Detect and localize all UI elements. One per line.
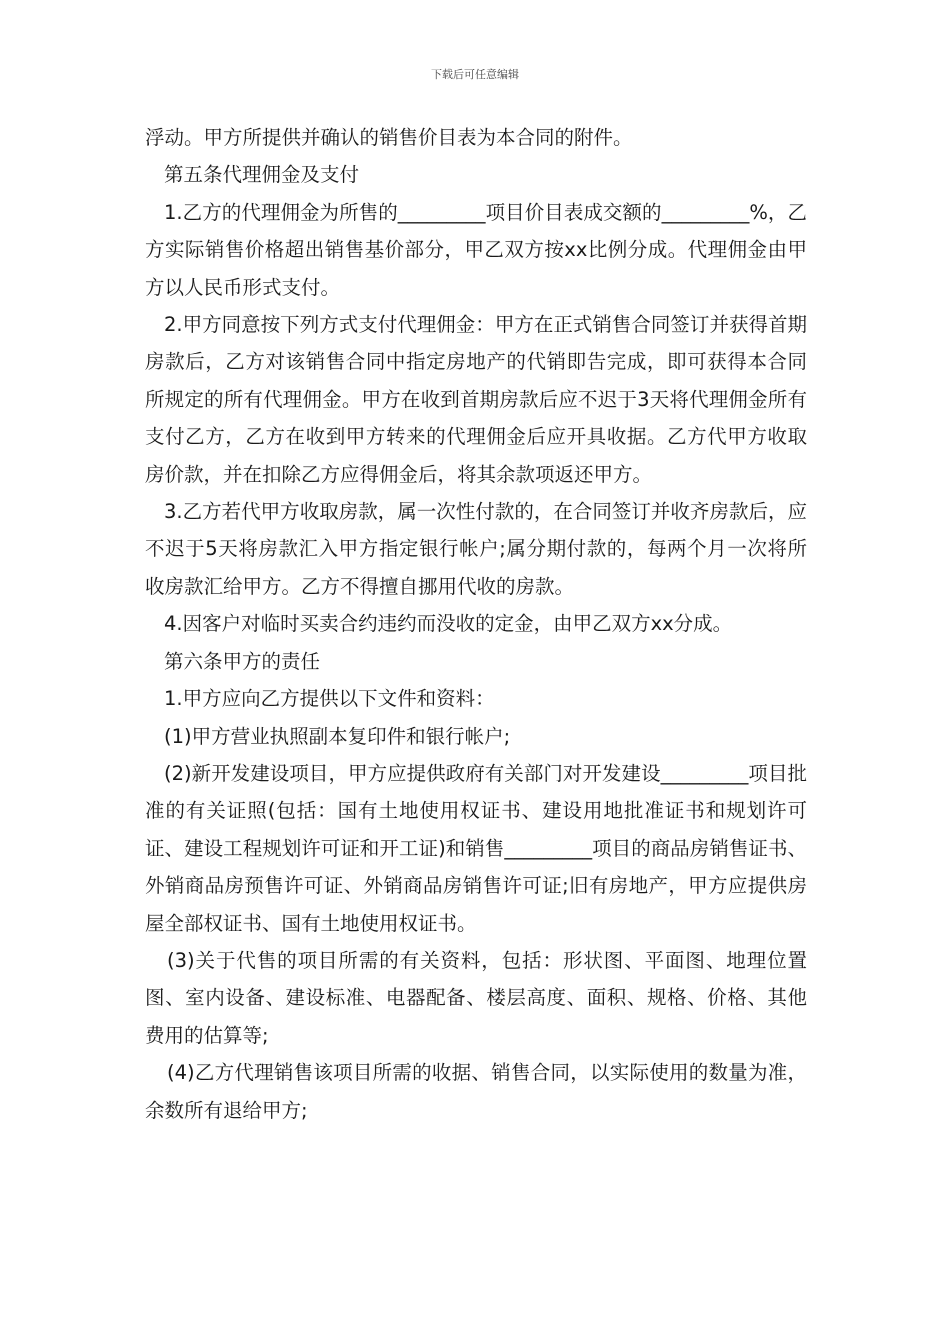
paragraph-continuation: 浮动。甲方所提供并确认的销售价目表为本合同的附件。	[145, 126, 633, 149]
article-6-clause-1: 1.甲方应向乙方提供以下文件和资料：	[164, 687, 495, 711]
article-5-clause-4: 4.因客户对临时买卖合约违约而没收的定金，由甲乙双方xx分成。	[164, 612, 733, 636]
article-5-clause-3: 3.乙方若代甲方收取房款，属一次性付款的，在合同签订并收齐房款后，应不迟于5天将房款汇入甲方指定银行帐户;属分期付款的，每两个月一次将所收房款汇给甲方。乙方不得擅自挪用代收的房款。	[145, 500, 807, 598]
article-5-clause-1: 1.乙方的代理佣金为所售的_________项目价目表成交额的_________%，乙方实际销售价格超出销售基价部分，甲乙双方按xx比例分成。代理佣金由甲方以人民币形式支付。	[145, 200, 807, 299]
article-6-item-3: (3)关于代售的项目所需的有关资料，包括：形状图、平面图、地理位置图、室内设备、建设标准、电器配备、楼层高度、面积、规格、价格、其他费用的估算等;	[145, 948, 807, 1047]
article-6-item-4: (4)乙方代理销售该项目所需的收据、销售合同，以实际使用的数量为准，余数所有退给甲方;	[145, 1061, 807, 1122]
article-6-item-1: (1)甲方营业执照副本复印件和银行帐户;	[164, 724, 511, 748]
article-5-heading: 第五条代理佣金及支付	[164, 163, 360, 187]
document-body	[145, 119, 807, 1129]
article-6-heading: 第六条甲方的责任	[164, 649, 321, 673]
article-5-clause-2: 2.甲方同意按下列方式支付代理佣金：甲方在正式销售合同签订并获得首期房款后，乙方对该销售合同中指定房地产的代销即告完成，即可获得本合同所规定的所有代理佣金。甲方在收到首期房款后应不迟于3天将代理佣金所有支付乙方，乙方在收到甲方转来的代理佣金后应开具收据。乙方代甲方收取房价款，并在扣除乙方应得佣金后，将其余款项返还甲方。	[145, 313, 807, 486]
page-header: 下载后可任意编辑	[431, 68, 519, 81]
article-6-item-2: (2)新开发建设项目，甲方应提供政府有关部门对开发建设_________项目批准的有关证照(包括：国有土地使用权证书、建设用地批准证书和规划许可证、建设工程规划许可证和开工证)和销售_________项目的商品房销售证书、外销商品房预售许可证、外销商品房销售许可证;旧有房地产，甲方应提供房屋全部权证书、国有土地使用权证书。	[145, 761, 807, 935]
